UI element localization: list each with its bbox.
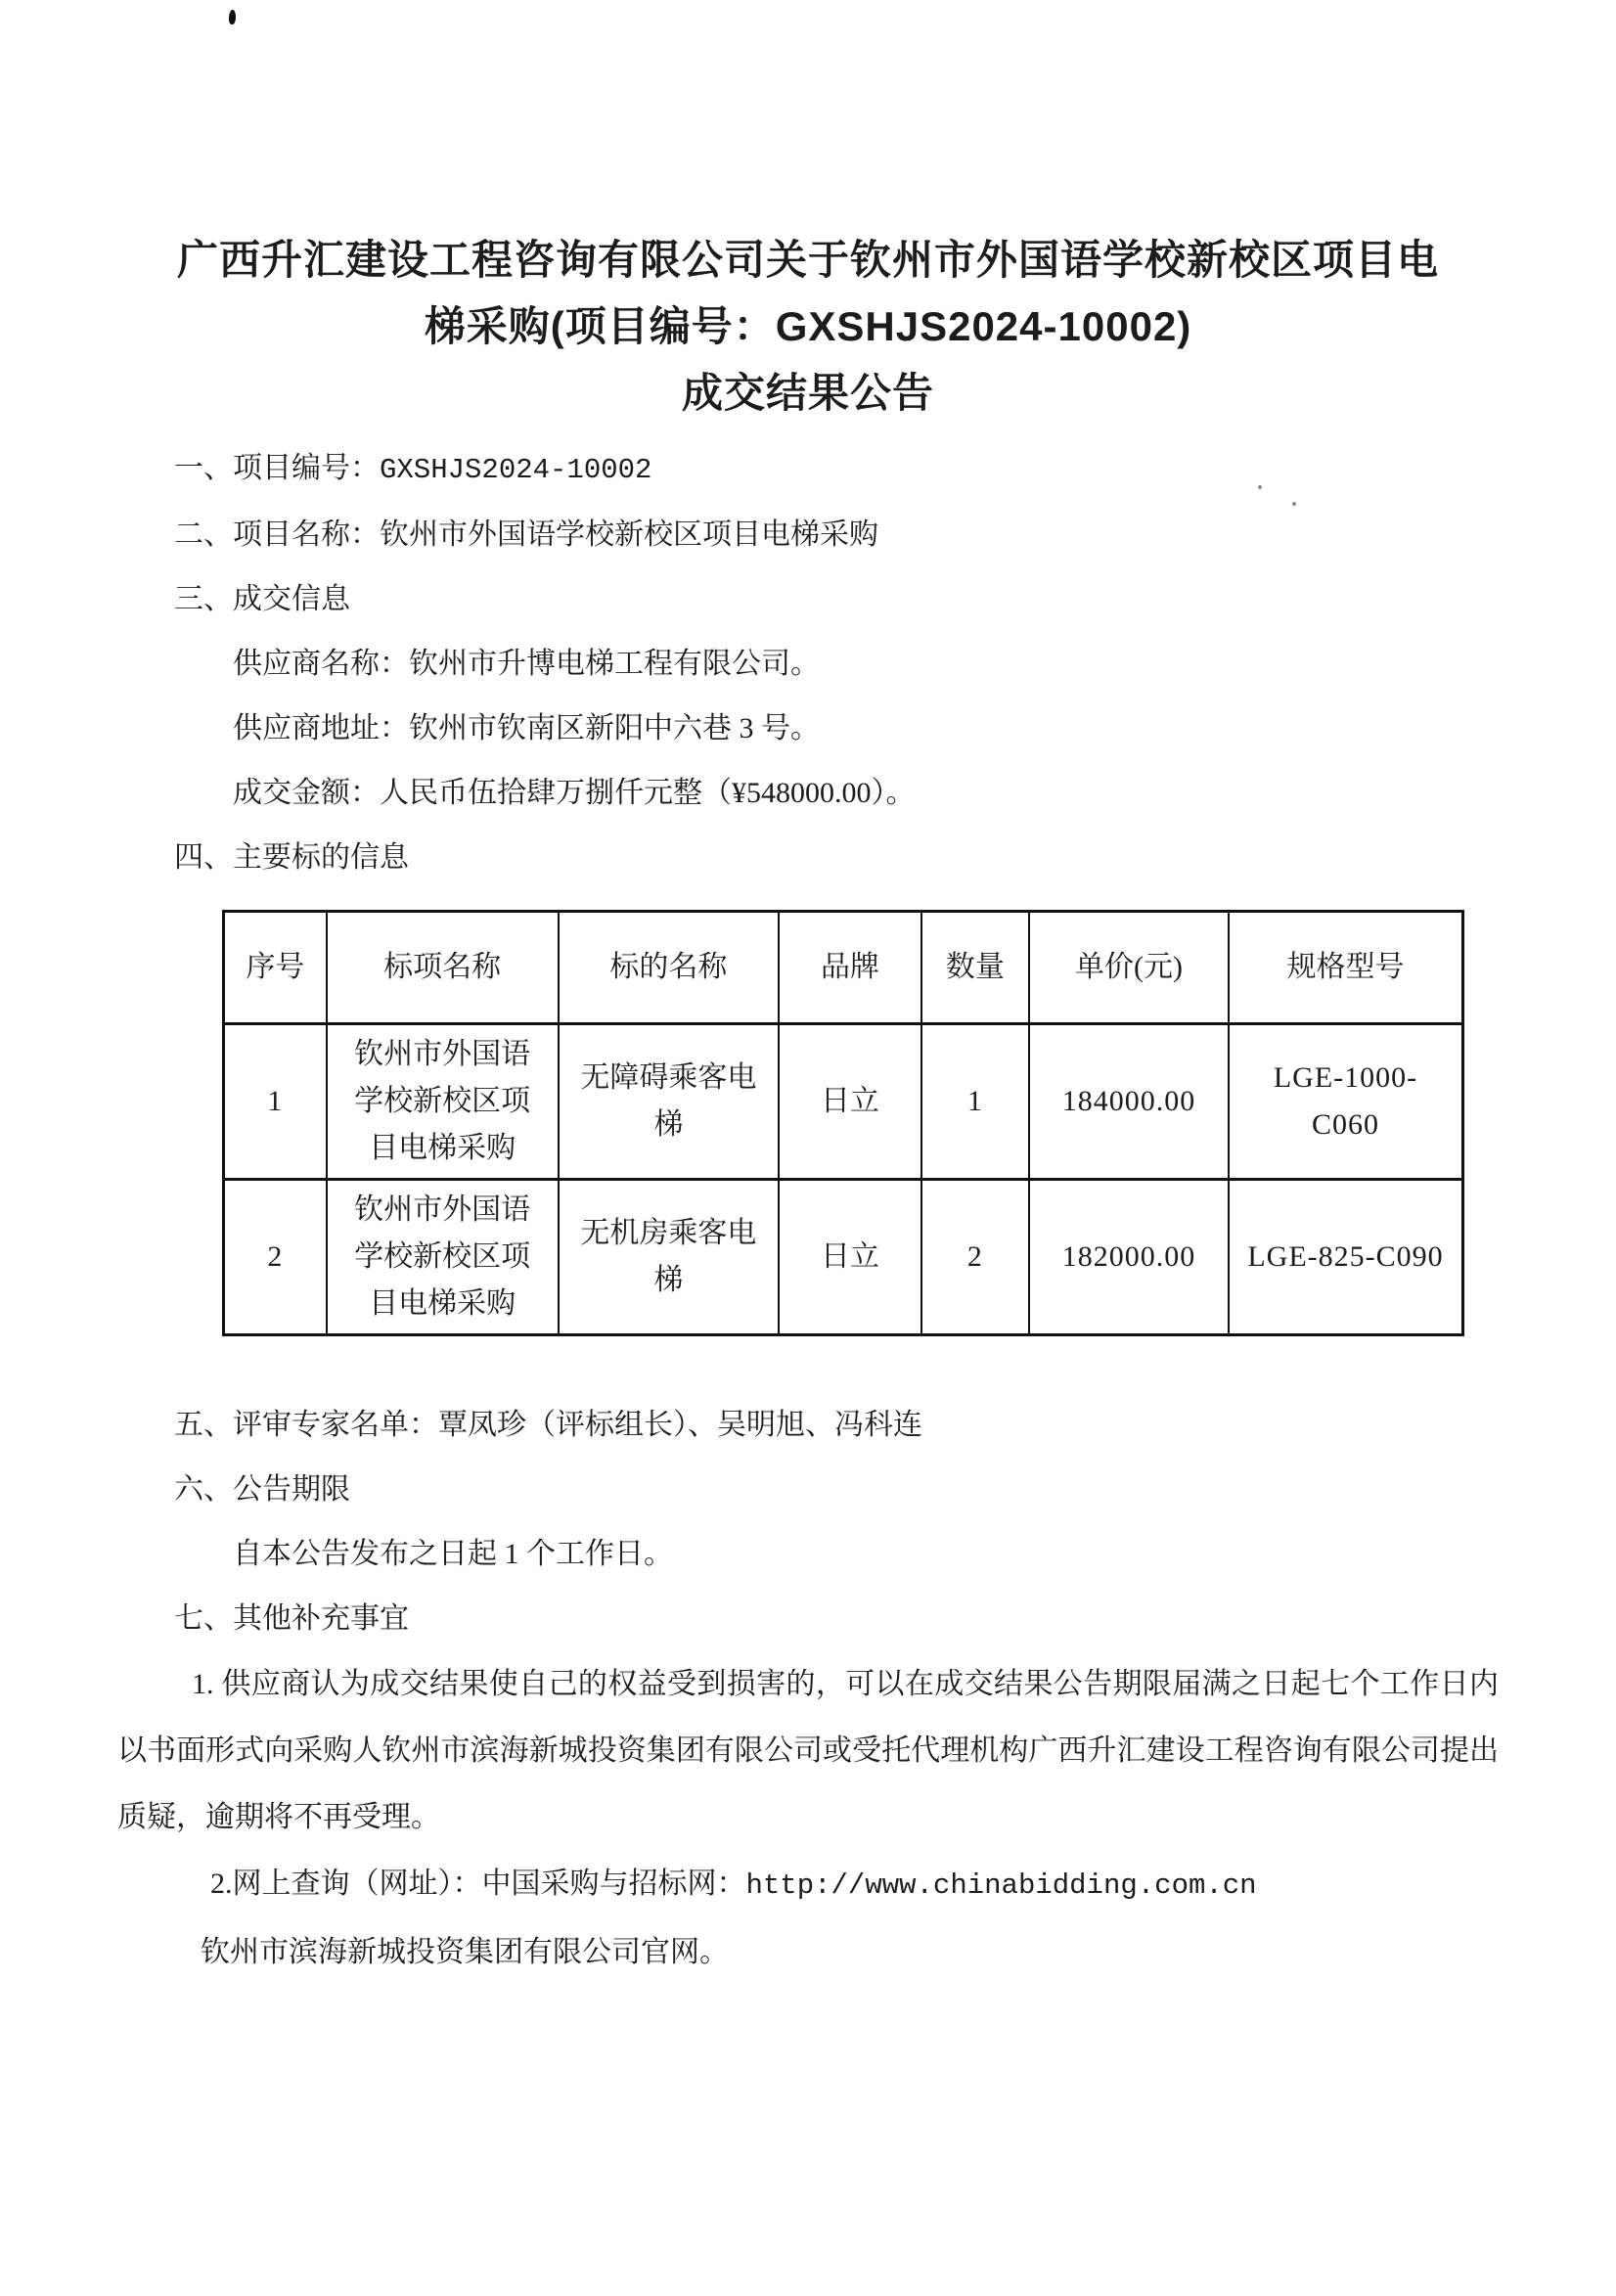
cell-model: LGE-825-C090	[1229, 1180, 1463, 1335]
header-seq: 序号	[224, 912, 327, 1024]
section-project-name: 二、项目名称：钦州市外国语学校新校区项目电梯采购	[174, 518, 878, 551]
header-model: 规格型号	[1229, 912, 1463, 1024]
cell-seq: 1	[224, 1024, 327, 1180]
cell-brand: 日立	[779, 1024, 921, 1180]
cell-unit-price: 182000.00	[1029, 1180, 1229, 1335]
cell-subject-name: 无机房乘客电梯	[559, 1180, 780, 1335]
section-subject-info-heading: 四、主要标的信息	[174, 841, 409, 874]
other-paragraph-3: 钦州市滨海新城投资集团有限公司官网。	[201, 1936, 729, 1968]
award-amount: 成交金额：人民币伍拾肆万捌仟元整（¥548000.00）。	[233, 777, 916, 809]
other-p2-label: 2.网上查询（网址）：中国采购与招标网：	[210, 1868, 746, 1900]
section-notice-period-heading: 六、公告期限	[174, 1473, 350, 1506]
cell-item-name: 钦州市外国语学校新校区项目电梯采购	[327, 1024, 559, 1180]
other-paragraph-1: 1. 供应商认为成交结果使自己的权益受到损害的，可以在成交结果公告期限届满之日起七个工作日内以书面形式向采购人钦州市滨海新城投资集团有限公司或受托代理机构广西升汇建设工程咨询有限公司提出质疑，逾期将不再受理。	[117, 1668, 1499, 1833]
subject-info-table	[222, 910, 1464, 1336]
section-project-number	[117, 436, 1499, 503]
cell-item-name: 钦州市外国语学校新校区项目电梯采购	[327, 1180, 559, 1335]
other-p2-url: http://www.chinabidding.com.cn	[745, 1869, 1257, 1902]
other-paragraph-2	[117, 1851, 1499, 1919]
cell-quantity: 1	[921, 1024, 1029, 1180]
project-number-value: GXSHJS2024-10002	[380, 454, 652, 486]
header-item-name: 标项名称	[327, 912, 559, 1024]
section-experts: 五、评审专家名单：覃凤珍（评标组长）、吴明旭、冯科连	[174, 1409, 922, 1441]
cell-subject-name: 无障碍乘客电梯	[559, 1024, 780, 1180]
cell-model: LGE-1000-C060	[1229, 1024, 1463, 1180]
table-row	[224, 1024, 1463, 1180]
cell-seq: 2	[224, 1180, 327, 1335]
section-other-heading: 七、其他补充事宜	[174, 1602, 409, 1635]
title-line-1: 广西升汇建设工程咨询有限公司关于钦州市外国语学校新校区项目电	[176, 237, 1439, 283]
header-subject-name: 标的名称	[559, 912, 780, 1024]
project-number-label: 一、项目编号：	[174, 452, 380, 484]
supplier-name: 供应商名称：钦州市升博电梯工程有限公司。	[233, 648, 820, 680]
supplier-address: 供应商地址：钦州市钦南区新阳中六巷 3 号。	[233, 712, 820, 744]
title-line-2: 梯采购(项目编号：GXSHJS2024-10002)	[424, 303, 1192, 349]
cell-brand: 日立	[779, 1180, 921, 1335]
document-content	[117, 0, 1499, 1986]
table-row	[224, 1180, 1463, 1335]
header-unit-price: 单价(元)	[1029, 912, 1229, 1024]
title-line-3: 成交结果公告	[681, 370, 934, 416]
cell-quantity: 2	[921, 1180, 1029, 1335]
cell-unit-price: 184000.00	[1029, 1024, 1229, 1180]
header-brand: 品牌	[779, 912, 921, 1024]
notice-period-body: 自本公告发布之日起 1 个工作日。	[233, 1538, 673, 1570]
section-award-info-heading: 三、成交信息	[174, 583, 350, 615]
header-quantity: 数量	[921, 912, 1029, 1024]
table-header-row	[224, 912, 1463, 1024]
document-title	[117, 227, 1499, 427]
